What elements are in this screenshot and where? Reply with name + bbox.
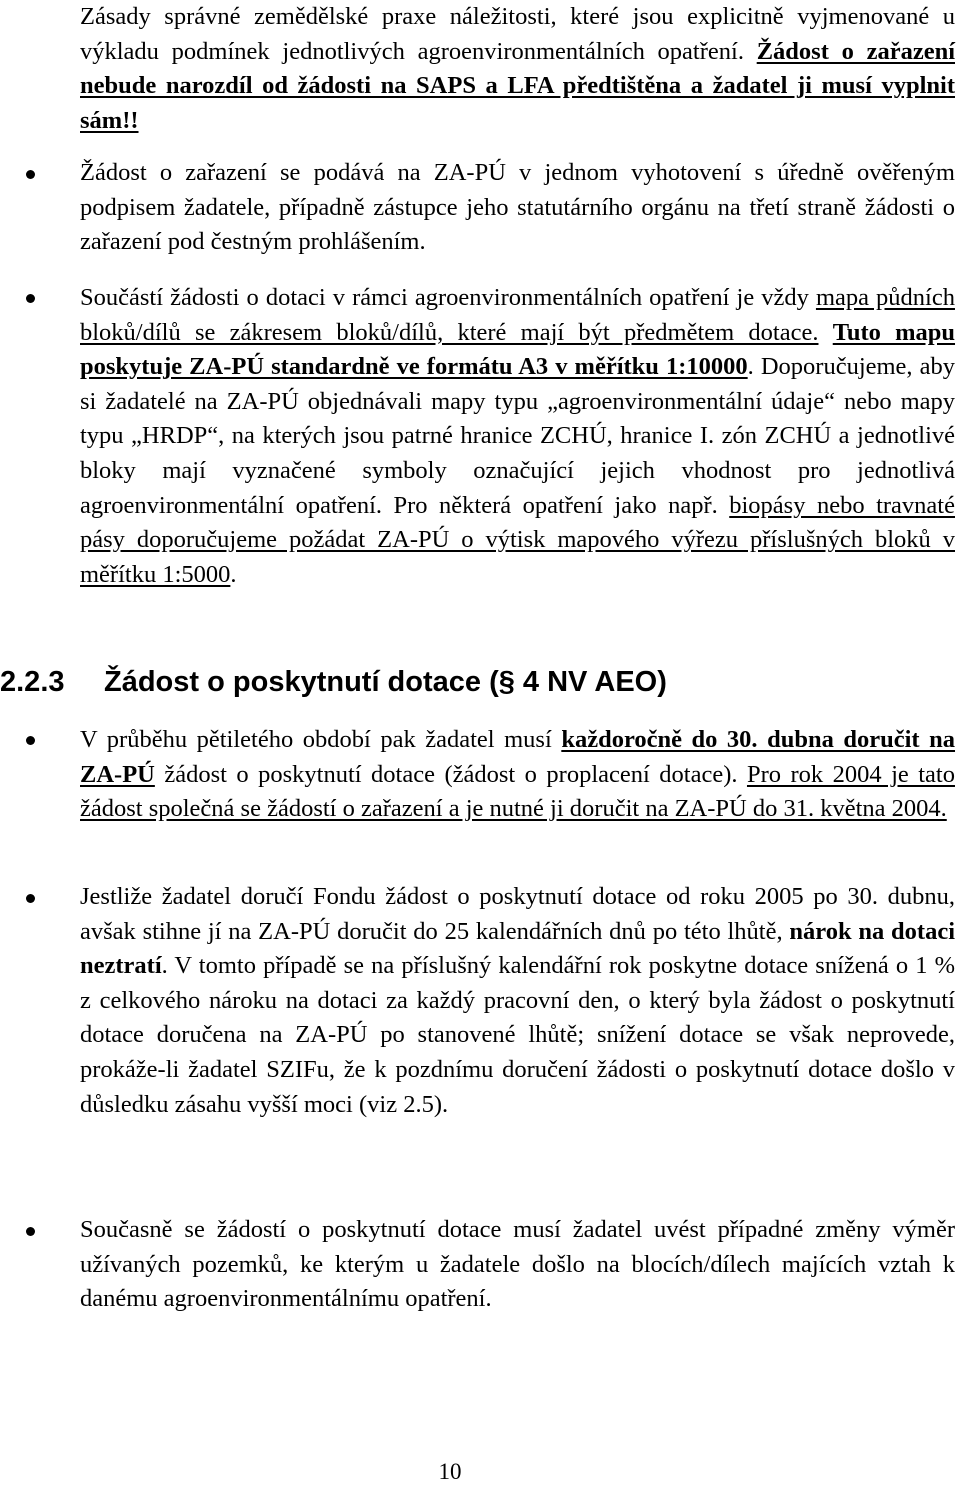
late-text-1: Jestliže žadatel doručí Fondu žádost o poskytnutí dotace od roku 2005 po 30. dubnu, avšak stihne jí na ZA-PÚ doručit do 25 kalendářních dnů po této lhůtě,: [80, 883, 955, 945]
map-bold-underlined: Tuto mapu poskytuje ZA-PÚ standardně ve formátu A3 v měřítku 1:10000: [80, 318, 956, 381]
bullet-icon: [26, 894, 35, 903]
map-underlined-1: mapa půdních bloků/dílů se zákresem bloků/dílů, které mají být předmětem dotace.: [80, 284, 955, 346]
deadline-text-2: žádost o poskytnutí dotace (žádost o proplacení dotace).: [154, 760, 747, 788]
map-text-1: Součástí žádosti o dotaci v rámci agroenvironmentálních opatření je vždy: [80, 284, 816, 311]
deadline-bold-underlined: každoročně do 30. dubna doručit na ZA-PÚ: [80, 726, 956, 788]
bullet-paragraph-area-changes: Současně se žádostí o poskytnutí dotace musí žadatel uvést případné změny výměr užívaných pozemků, ke kterým u žadatele došlo na blocích/dílech majících vztah k danému agroenvironmentálnímu opatření.: [80, 1216, 955, 1313]
section-number: 2.2.3: [0, 666, 65, 698]
bullet-paragraph-late-delivery: [80, 880, 955, 1122]
bullet-paragraph-application-submission: Žádost o zařazení se podává na ZA-PÚ v jednom vyhotovení s úředně ověřeným podpisem žadatele, případně zástupce jeho statutárního orgánu na třetí straně žádosti o zařazení pod čestným prohlášením.: [80, 159, 955, 256]
section-title: Žádost o poskytnutí dotace (§ 4 NV AEO): [104, 666, 667, 698]
page-number: 10: [438, 1459, 462, 1484]
late-text-2: . V tomto případě se na příslušný kalendářní rok poskytne dotace snížená o 1 % z celkového nároku na dotaci za každý pracovní den, o který byla žádost o poskytnutí dotace doručena na ZA-PÚ po stanovené lhůtě; snížení dotace se však neprovede, prokáže-li žadatel SZIFu, že k pozdnímu doručení žádosti o poskytnutí dotace došlo v důsledku zásahu vyšší moci (viz 2.5).: [80, 952, 955, 1118]
bullet-icon: [26, 1227, 35, 1236]
intro-bold-warning: Žádost o zařazení nebude narozdíl od žádosti na SAPS a LFA předtištěna a žadatel ji musí vyplnit sám!!: [80, 37, 955, 134]
bullet-icon: [26, 170, 35, 179]
map-text-3: .: [230, 560, 237, 588]
map-space: [818, 319, 832, 346]
deadline-text-1: V průběhu pětiletého období pak žadatel musí: [80, 726, 562, 753]
bullet-icon: [26, 294, 35, 303]
bullet-paragraph-annual-deadline: [80, 723, 955, 827]
section-heading: [0, 661, 667, 703]
deadline-underlined: Pro rok 2004 je tato žádost společná se žádostí o zařazení a je nutné ji doručit na ZA-PÚ do 31. května 2004.: [80, 760, 955, 823]
late-bold: nárok na dotaci neztratí: [80, 917, 955, 980]
intro-paragraph: [80, 0, 955, 138]
bullet-icon: [26, 736, 35, 745]
bullet-paragraph-map: [80, 281, 955, 592]
intro-text: Zásady správné zemědělské praxe náležitosti, které jsou explicitně vyjmenované u výkladu podmínek jednotlivých agroenvironmentálních opatření.: [80, 3, 955, 65]
map-underlined-2: biopásy nebo travnaté pásy doporučujeme požádat ZA-PÚ o výtisk mapového výřezu příslušných bloků v měřítku 1:5000: [80, 491, 955, 588]
map-text-2: . Doporučujeme, aby si žadatelé na ZA-PÚ objednávali mapy typu „agroenvironmentální údaje“ nebo mapy typu „HRDP“, na kterých jsou patrné hranice ZCHÚ, hranice I. zón ZCHÚ a jednotlivé bloky mají vyznačené symboly označující jejich vhodnost pro jednotlivá agroenvironmentální opatření. Pro některá opatření jako např.: [80, 353, 956, 519]
